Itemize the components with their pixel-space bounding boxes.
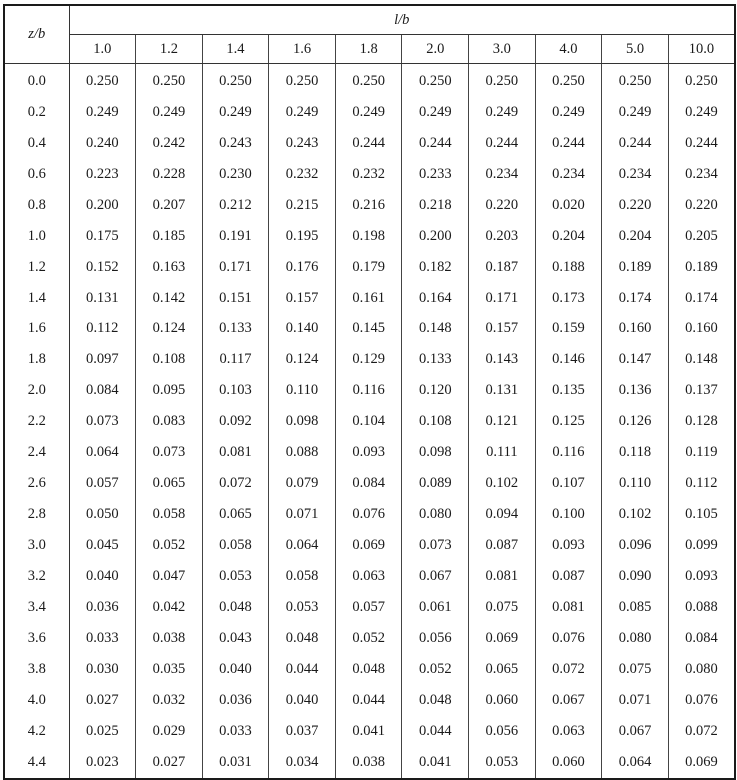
table-cell: 0.207 [136, 190, 203, 221]
table-cell: 0.093 [335, 437, 402, 468]
table-cell: 0.058 [136, 499, 203, 530]
table-cell: 0.112 [69, 314, 136, 345]
table-row [4, 128, 735, 159]
table-cell: 0.029 [136, 716, 203, 747]
table-cell: 0.220 [685, 196, 718, 213]
table-cell: 0.053 [269, 592, 336, 623]
table-cell: 0.071 [602, 685, 669, 716]
row-label-zb: 3.6 [4, 623, 69, 654]
row-label-zb: 0.8 [4, 190, 69, 221]
table-cell: 0.175 [69, 221, 136, 252]
header-row-group [4, 5, 735, 35]
table-cell: 0.102 [602, 499, 669, 530]
table-cell: 0.250 [602, 64, 669, 97]
table-row [4, 406, 735, 437]
table-cell: 0.048 [202, 592, 269, 623]
row-label-zb: 1.2 [4, 252, 69, 283]
table-cell: 0.027 [69, 685, 136, 716]
table-cell: 0.189 [602, 252, 669, 283]
table-cell: 0.244 [402, 128, 469, 159]
table-cell: 0.020 [535, 190, 602, 221]
table-cell: 0.073 [69, 406, 136, 437]
table-cell: 0.137 [685, 382, 718, 399]
table-header [4, 5, 735, 64]
table-cell: 0.250 [402, 64, 469, 97]
row-label-zb: 1.4 [4, 283, 69, 314]
table-cell: 0.216 [335, 190, 402, 221]
table-cell: 0.079 [269, 468, 336, 499]
row-label-zb: 0.6 [4, 159, 69, 190]
row-label-zb: 1.6 [4, 314, 69, 345]
table-cell: 0.234 [602, 159, 669, 190]
table-cell: 0.104 [335, 406, 402, 437]
table-cell: 0.041 [335, 716, 402, 747]
row-label-zb: 2.2 [4, 406, 69, 437]
table-cell: 0.025 [69, 716, 136, 747]
table-cell: 0.140 [269, 314, 336, 345]
table-cell: 0.171 [469, 283, 536, 314]
table-cell: 0.249 [685, 103, 718, 120]
table-cell: 0.056 [402, 623, 469, 654]
table-row [4, 252, 735, 283]
table-row [4, 190, 735, 221]
table-cell: 0.092 [202, 406, 269, 437]
table-cell: 0.103 [202, 375, 269, 406]
table-row [4, 623, 735, 654]
table-cell: 0.053 [469, 747, 536, 779]
table-cell: 0.067 [535, 685, 602, 716]
table-row [4, 499, 735, 530]
table-cell: 0.064 [69, 437, 136, 468]
column-header: 1.6 [269, 35, 336, 64]
table-row [4, 221, 735, 252]
table-cell: 0.136 [602, 375, 669, 406]
table-cell: 0.027 [136, 747, 203, 779]
column-header: 1.8 [335, 35, 402, 64]
table-cell: 0.152 [69, 252, 136, 283]
table-cell: 0.088 [269, 437, 336, 468]
table-cell: 0.031 [202, 747, 269, 779]
table-cell: 0.171 [202, 252, 269, 283]
table-cell: 0.075 [602, 654, 669, 685]
table-row [4, 344, 735, 375]
table-cell: 0.038 [335, 747, 402, 779]
table-cell: 0.176 [269, 252, 336, 283]
table-cell: 0.040 [202, 654, 269, 685]
table-cell: 0.094 [469, 499, 536, 530]
column-header: 1.2 [136, 35, 203, 64]
column-header: 2.0 [402, 35, 469, 64]
row-label-zb: 3.8 [4, 654, 69, 685]
table-cell: 0.110 [269, 375, 336, 406]
table-cell: 0.063 [335, 561, 402, 592]
table-row [4, 64, 735, 97]
table-cell: 0.044 [402, 716, 469, 747]
table-cell: 0.084 [335, 468, 402, 499]
table-cell: 0.045 [69, 530, 136, 561]
table-cell: 0.069 [469, 623, 536, 654]
table-cell: 0.198 [335, 221, 402, 252]
table-cell: 0.200 [69, 190, 136, 221]
table-cell: 0.081 [469, 561, 536, 592]
table-cell: 0.084 [69, 375, 136, 406]
table-cell: 0.142 [136, 283, 203, 314]
table-cell: 0.223 [69, 159, 136, 190]
table-cell: 0.052 [136, 530, 203, 561]
table-cell: 0.067 [602, 716, 669, 747]
table-cell: 0.131 [69, 283, 136, 314]
table-cell: 0.233 [402, 159, 469, 190]
table-cell: 0.058 [269, 561, 336, 592]
table-cell: 0.032 [136, 685, 203, 716]
row-label-zb: 2.4 [4, 437, 69, 468]
table-cell: 0.133 [202, 314, 269, 345]
row-label-zb: 0.0 [4, 64, 69, 97]
table-cell: 0.098 [269, 406, 336, 437]
table-cell: 0.242 [136, 128, 203, 159]
table-cell: 0.112 [685, 475, 718, 492]
table-cell: 0.195 [269, 221, 336, 252]
table-cell: 0.071 [269, 499, 336, 530]
row-label-zb: 3.0 [4, 530, 69, 561]
table-cell: 0.064 [602, 747, 669, 779]
table-cell: 0.174 [602, 283, 669, 314]
column-header: 1.4 [202, 35, 269, 64]
table-cell: 0.060 [469, 685, 536, 716]
table-cell: 0.050 [69, 499, 136, 530]
table-cell: 0.128 [685, 413, 718, 430]
table-cell: 0.073 [402, 530, 469, 561]
table-cell: 0.249 [535, 97, 602, 128]
table-cell: 0.244 [602, 128, 669, 159]
table-body [4, 64, 735, 779]
table-cell: 0.146 [535, 344, 602, 375]
row-label-zb: 0.4 [4, 128, 69, 159]
row-label-zb: 3.4 [4, 592, 69, 623]
table-cell: 0.043 [202, 623, 269, 654]
table-cell: 0.129 [335, 344, 402, 375]
table-cell: 0.243 [202, 128, 269, 159]
table-cell: 0.069 [685, 753, 718, 770]
table-cell: 0.072 [202, 468, 269, 499]
table-cell: 0.250 [469, 64, 536, 97]
table-cell: 0.124 [136, 314, 203, 345]
row-label-zb: 4.4 [4, 747, 69, 779]
table-cell: 0.072 [535, 654, 602, 685]
table-cell: 0.099 [685, 537, 718, 554]
table-cell: 0.075 [469, 592, 536, 623]
table-cell: 0.157 [269, 283, 336, 314]
table-cell: 0.220 [602, 190, 669, 221]
table-cell: 0.160 [602, 314, 669, 345]
column-header: 1.0 [69, 35, 136, 64]
table-cell: 0.057 [69, 468, 136, 499]
table-cell: 0.230 [202, 159, 269, 190]
table-row [4, 561, 735, 592]
table-cell: 0.089 [402, 468, 469, 499]
table-cell: 0.182 [402, 252, 469, 283]
table-row [4, 592, 735, 623]
table-cell: 0.080 [402, 499, 469, 530]
table-cell: 0.164 [402, 283, 469, 314]
table-cell: 0.243 [269, 128, 336, 159]
table-row [4, 685, 735, 716]
table-cell: 0.058 [202, 530, 269, 561]
table-cell: 0.148 [402, 314, 469, 345]
table-cell: 0.250 [685, 72, 718, 89]
row-label-zb: 2.6 [4, 468, 69, 499]
table-cell: 0.042 [136, 592, 203, 623]
table-cell: 0.244 [535, 128, 602, 159]
row-label-zb: 0.2 [4, 97, 69, 128]
table-row [4, 159, 735, 190]
table-cell: 0.030 [69, 654, 136, 685]
table-cell: 0.188 [535, 252, 602, 283]
table-cell: 0.204 [602, 221, 669, 252]
table-row [4, 283, 735, 314]
table-cell: 0.187 [469, 252, 536, 283]
table-cell: 0.212 [202, 190, 269, 221]
table-cell: 0.151 [202, 283, 269, 314]
table-cell: 0.249 [136, 97, 203, 128]
table-cell: 0.048 [402, 685, 469, 716]
row-header-zb: z/b [4, 5, 69, 64]
table-cell: 0.143 [469, 344, 536, 375]
table-cell: 0.234 [535, 159, 602, 190]
table-cell: 0.038 [136, 623, 203, 654]
table-cell: 0.093 [685, 567, 718, 584]
table-cell: 0.080 [685, 660, 718, 677]
table-cell: 0.161 [335, 283, 402, 314]
table-cell: 0.035 [136, 654, 203, 685]
table-row [4, 530, 735, 561]
table-cell: 0.072 [685, 722, 718, 739]
table-cell: 0.081 [535, 592, 602, 623]
table-cell: 0.097 [69, 344, 136, 375]
table-cell: 0.244 [685, 134, 718, 151]
table-cell: 0.080 [602, 623, 669, 654]
row-label-zb: 2.8 [4, 499, 69, 530]
table-cell: 0.220 [469, 190, 536, 221]
column-header: 5.0 [602, 35, 669, 64]
table-cell: 0.249 [269, 97, 336, 128]
group-header-lb: l/b [69, 5, 735, 35]
table-cell: 0.088 [685, 598, 718, 615]
table-cell: 0.065 [202, 499, 269, 530]
table-cell: 0.228 [136, 159, 203, 190]
table-cell: 0.085 [602, 592, 669, 623]
table-cell: 0.095 [136, 375, 203, 406]
table-cell: 0.159 [535, 314, 602, 345]
table-cell: 0.244 [469, 128, 536, 159]
table-cell: 0.126 [602, 406, 669, 437]
row-label-zb: 4.0 [4, 685, 69, 716]
table-cell: 0.250 [136, 64, 203, 97]
table-cell: 0.110 [602, 468, 669, 499]
table-cell: 0.174 [685, 289, 718, 306]
table-cell: 0.234 [469, 159, 536, 190]
table-cell: 0.189 [685, 258, 718, 275]
table-cell: 0.044 [335, 685, 402, 716]
table-cell: 0.057 [335, 592, 402, 623]
table-cell: 0.200 [402, 221, 469, 252]
table-row [4, 716, 735, 747]
table-cell: 0.232 [335, 159, 402, 190]
table-cell: 0.037 [269, 716, 336, 747]
table-row [4, 375, 735, 406]
table-cell: 0.131 [469, 375, 536, 406]
row-label-zb: 4.2 [4, 716, 69, 747]
table-cell: 0.244 [335, 128, 402, 159]
table-cell: 0.033 [202, 716, 269, 747]
table-row [4, 747, 735, 779]
table-cell: 0.250 [69, 64, 136, 97]
table-row [4, 654, 735, 685]
table-cell: 0.067 [402, 561, 469, 592]
table-cell: 0.116 [535, 437, 602, 468]
table-cell: 0.034 [269, 747, 336, 779]
table-cell: 0.036 [202, 685, 269, 716]
table-cell: 0.163 [136, 252, 203, 283]
table-cell: 0.160 [685, 320, 718, 337]
table-cell: 0.125 [535, 406, 602, 437]
table-cell: 0.063 [535, 716, 602, 747]
table-cell: 0.249 [69, 97, 136, 128]
table-cell: 0.036 [69, 592, 136, 623]
table-cell: 0.157 [469, 314, 536, 345]
table-cell: 0.093 [535, 530, 602, 561]
table-cell: 0.120 [402, 375, 469, 406]
table-cell: 0.234 [685, 165, 718, 182]
coefficient-table [3, 4, 736, 780]
table-row [4, 97, 735, 128]
table-cell: 0.185 [136, 221, 203, 252]
column-header: 4.0 [535, 35, 602, 64]
table-cell: 0.133 [402, 344, 469, 375]
table-cell: 0.250 [535, 64, 602, 97]
table-cell: 0.204 [535, 221, 602, 252]
table-cell: 0.064 [269, 530, 336, 561]
table-cell: 0.048 [269, 623, 336, 654]
table-cell: 0.053 [202, 561, 269, 592]
table-cell: 0.249 [602, 97, 669, 128]
table-cell: 0.232 [269, 159, 336, 190]
table-cell: 0.119 [685, 444, 718, 461]
table-cell: 0.061 [402, 592, 469, 623]
table-cell: 0.250 [335, 64, 402, 97]
table-cell: 0.069 [335, 530, 402, 561]
table-cell: 0.096 [602, 530, 669, 561]
table-cell: 0.083 [136, 406, 203, 437]
table-cell: 0.118 [602, 437, 669, 468]
table-cell: 0.116 [335, 375, 402, 406]
table-cell: 0.084 [685, 629, 718, 646]
table-cell: 0.215 [269, 190, 336, 221]
table-cell: 0.040 [269, 685, 336, 716]
table-cell: 0.100 [535, 499, 602, 530]
table-cell: 0.087 [535, 561, 602, 592]
table-cell: 0.148 [685, 351, 718, 368]
column-header: 3.0 [469, 35, 536, 64]
table-row [4, 437, 735, 468]
table-cell: 0.135 [535, 375, 602, 406]
table-cell: 0.102 [469, 468, 536, 499]
table-cell: 0.250 [202, 64, 269, 97]
table-cell: 0.065 [469, 654, 536, 685]
table-cell: 0.203 [469, 221, 536, 252]
row-label-zb: 1.8 [4, 344, 69, 375]
table-cell: 0.081 [202, 437, 269, 468]
table-cell: 0.076 [685, 691, 718, 708]
table-row [4, 314, 735, 345]
table-cell: 0.105 [685, 506, 718, 523]
table-cell: 0.240 [69, 128, 136, 159]
table-cell: 0.117 [202, 344, 269, 375]
table-cell: 0.173 [535, 283, 602, 314]
table-cell: 0.108 [136, 344, 203, 375]
header-row-columns [4, 35, 735, 64]
table-cell: 0.076 [535, 623, 602, 654]
table-cell: 0.098 [402, 437, 469, 468]
table-cell: 0.205 [685, 227, 718, 244]
coefficient-table-container [3, 4, 734, 780]
table-cell: 0.090 [602, 561, 669, 592]
row-label-zb: 1.0 [4, 221, 69, 252]
table-cell: 0.065 [136, 468, 203, 499]
row-label-zb: 3.2 [4, 561, 69, 592]
table-cell: 0.124 [269, 344, 336, 375]
table-row [4, 468, 735, 499]
table-cell: 0.033 [69, 623, 136, 654]
row-label-zb: 2.0 [4, 375, 69, 406]
table-cell: 0.052 [402, 654, 469, 685]
table-cell: 0.249 [402, 97, 469, 128]
table-cell: 0.250 [269, 64, 336, 97]
table-cell: 0.249 [469, 97, 536, 128]
table-cell: 0.121 [469, 406, 536, 437]
table-cell: 0.087 [469, 530, 536, 561]
table-cell: 0.048 [335, 654, 402, 685]
table-cell: 0.191 [202, 221, 269, 252]
table-cell: 0.023 [69, 747, 136, 779]
table-cell: 0.073 [136, 437, 203, 468]
table-cell: 0.108 [402, 406, 469, 437]
table-cell: 0.056 [469, 716, 536, 747]
table-cell: 0.047 [136, 561, 203, 592]
table-cell: 0.147 [602, 344, 669, 375]
table-cell: 0.076 [335, 499, 402, 530]
table-cell: 0.052 [335, 623, 402, 654]
table-cell: 0.060 [535, 747, 602, 779]
table-cell: 0.179 [335, 252, 402, 283]
table-cell: 0.218 [402, 190, 469, 221]
table-cell: 0.249 [202, 97, 269, 128]
table-cell: 0.249 [335, 97, 402, 128]
table-cell: 0.107 [535, 468, 602, 499]
table-cell: 0.044 [269, 654, 336, 685]
table-cell: 0.040 [69, 561, 136, 592]
table-cell: 0.041 [402, 747, 469, 779]
table-cell: 0.111 [469, 437, 536, 468]
column-header: 10.0 [668, 35, 735, 64]
table-cell: 0.145 [335, 314, 402, 345]
